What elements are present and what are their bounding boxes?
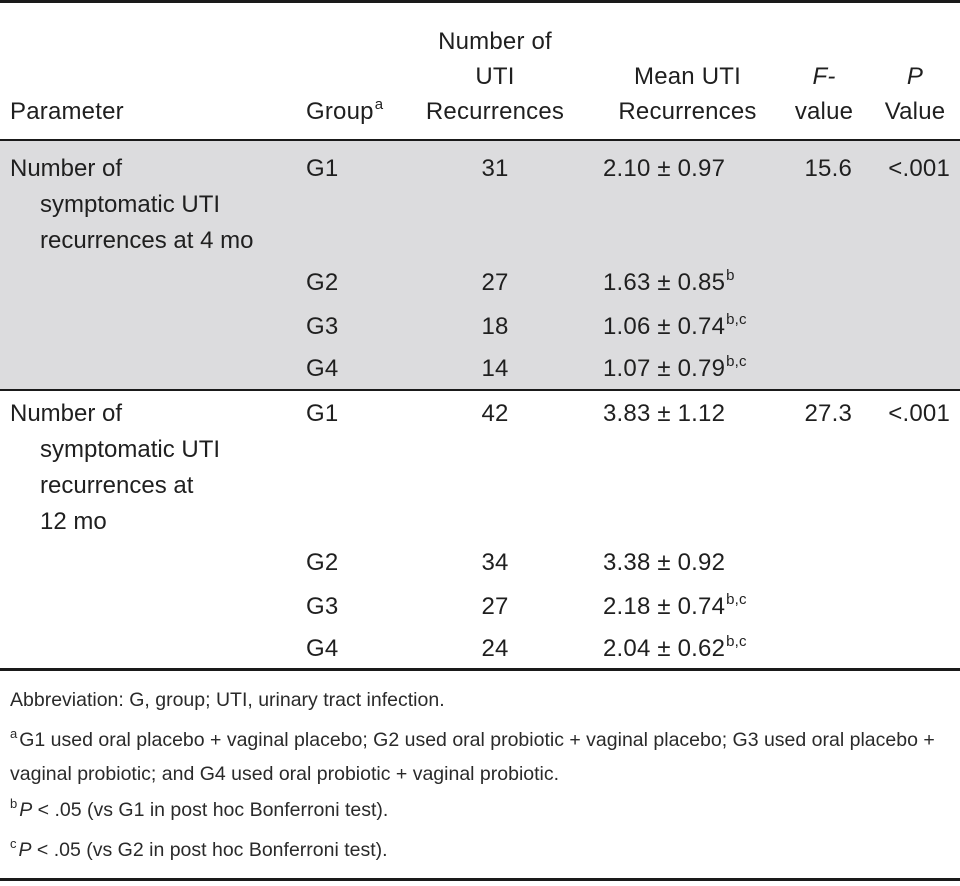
footnote-a-text: G1 used oral placebo + vaginal placebo; G2 used oral probiotic + vaginal placebo; G3 used oral placebo + vaginal probiotic; and G4 used oral probiotic + vaginal probiotic. <box>10 729 935 785</box>
section-1-parameter <box>0 151 253 259</box>
row-mean <box>603 545 726 581</box>
section-2-param-line2: symptomatic UTI <box>40 436 221 463</box>
row-count: 31 <box>481 155 509 182</box>
row-mean-value: 2.04 ± 0.62 <box>603 635 726 662</box>
section-1-p-value: <.001 <box>888 155 950 182</box>
header-parameter: Parameter <box>10 98 124 125</box>
row-group: G4 <box>306 635 339 662</box>
row-mean <box>603 309 747 345</box>
table-top-rule <box>0 0 960 3</box>
section-2-param-line3: recurrences at <box>40 472 194 499</box>
header-p-value <box>874 59 956 129</box>
section-1-param-line3: recurrences at 4 mo <box>40 227 254 254</box>
table-bottom-rule <box>0 668 960 671</box>
row-mean <box>603 151 726 187</box>
row-mean <box>603 396 726 432</box>
header-number-line1: Number of <box>438 28 552 55</box>
footnote-b-p: P <box>19 799 33 821</box>
row-mean-sup: b,c <box>726 353 747 370</box>
row-group: G2 <box>306 549 339 576</box>
header-bottom-rule <box>0 139 960 141</box>
section-2-param-line4: 12 mo <box>40 508 107 535</box>
section-divider-rule <box>0 389 960 391</box>
header-p-line2: Value <box>884 98 946 125</box>
row-count: 42 <box>481 400 509 427</box>
row-mean-value: 3.83 ± 1.12 <box>603 400 726 427</box>
row-mean <box>603 351 747 387</box>
row-group: G4 <box>306 355 339 382</box>
header-f-line1: F- <box>812 63 836 90</box>
row-group: G3 <box>306 593 339 620</box>
row-count: 27 <box>481 269 509 296</box>
row-group: G1 <box>306 400 339 427</box>
row-mean-value: 3.38 ± 0.92 <box>603 549 726 576</box>
footnote-b <box>10 793 955 827</box>
row-mean <box>603 631 747 667</box>
section-2-f-value: 27.3 <box>804 400 852 427</box>
row-mean-sup: b <box>726 267 735 284</box>
section-2-parameter <box>0 396 220 540</box>
footnote-c-text: < .05 (vs G2 in post hoc Bonferroni test). <box>31 839 388 861</box>
header-mean-recurrences <box>600 59 775 129</box>
header-number-line2: UTI <box>475 63 515 90</box>
footnote-abbreviation: Abbreviation: G, group; UTI, urinary tract infection. <box>10 689 445 711</box>
footnote-b-text: < .05 (vs G1 in post hoc Bonferroni test). <box>32 799 389 821</box>
header-mean-line1: Mean UTI <box>634 63 741 90</box>
row-mean-sup: b,c <box>726 591 747 608</box>
row-group: G3 <box>306 313 339 340</box>
header-number-of-recurrences <box>410 24 580 129</box>
footnote-b-mark: b <box>10 796 18 811</box>
section-1-f-value: 15.6 <box>804 155 852 182</box>
footnote-a <box>10 723 955 791</box>
section-2-param-line1: Number of <box>10 400 123 427</box>
row-mean-sup: b,c <box>726 633 747 650</box>
row-mean-value: 1.63 ± 0.85 <box>603 269 726 296</box>
footnote-bottom-rule <box>0 878 960 881</box>
footnote-a-mark: a <box>10 726 18 741</box>
row-count: 34 <box>481 549 509 576</box>
header-group <box>306 94 383 129</box>
row-group: G1 <box>306 155 339 182</box>
header-mean-line2: Recurrences <box>618 98 757 125</box>
row-mean-value: 2.18 ± 0.74 <box>603 593 726 620</box>
row-mean-value: 2.10 ± 0.97 <box>603 155 726 182</box>
footnote-c <box>10 833 955 867</box>
header-number-line3: Recurrences <box>425 98 565 125</box>
row-mean <box>603 265 735 301</box>
row-mean-value: 1.06 ± 0.74 <box>603 313 726 340</box>
header-group-footnote-mark: a <box>374 96 384 113</box>
section-1-param-line2: symptomatic UTI <box>40 191 221 218</box>
row-mean-value: 1.07 ± 0.79 <box>603 355 726 382</box>
footnote-c-mark: c <box>10 836 17 851</box>
section-2-p-value: <.001 <box>888 400 950 427</box>
row-mean <box>603 589 747 625</box>
header-p-line1: P <box>906 63 924 90</box>
row-group: G2 <box>306 269 339 296</box>
row-count: 18 <box>481 313 509 340</box>
row-count: 27 <box>481 593 509 620</box>
row-count: 14 <box>481 355 509 382</box>
header-group-label: Group <box>306 98 374 125</box>
header-f-line2: value <box>794 98 854 125</box>
header-f-value <box>786 59 862 129</box>
row-mean-sup: b,c <box>726 311 747 328</box>
footnote-c-p: P <box>18 839 32 861</box>
row-count: 24 <box>481 635 509 662</box>
section-1-param-line1: Number of <box>10 155 123 182</box>
